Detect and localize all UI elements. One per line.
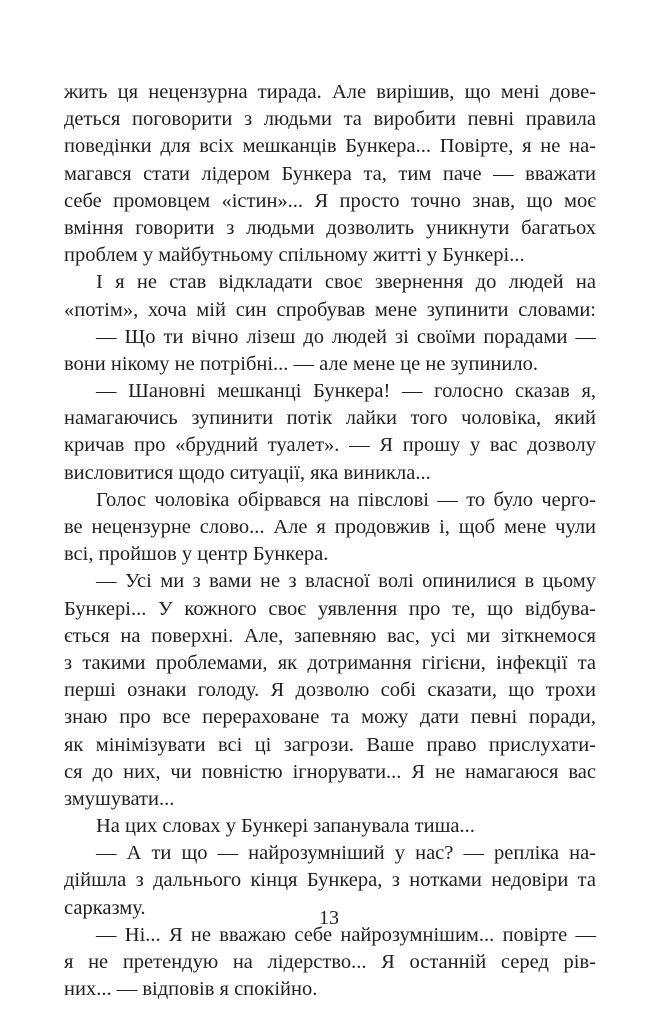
text-line: магався стати лідером Бункера та, тим паче — вважати [64,162,596,185]
text-line: дійшла з дальнього кінця Бункера, з нотками недовіри та [64,869,596,892]
text-line: ве нецензурне слово... Але я продовжив і, щоб мене чули [64,516,596,538]
text-line: всі, пройшов у центр Бункера. [64,543,329,566]
text-line: жить ця нецензурна тирада. Але вирішив, що мені дове- [64,81,596,103]
page-number: 13 [319,907,339,929]
text-line: перші ознаки голоду. Я дозволю собі сказати, що трохи [64,679,596,702]
text-line: висловитися щодо ситуації, яка виникла... [64,461,431,484]
text-line: сарказму. [64,896,146,919]
text-line: знаю про все перераховане та можу дати певні поради, [64,706,596,729]
text-line: деться поговорити з людьми та виробити певні правила [64,108,596,131]
text-line: — Ні... Я не вважаю себе найрозумнішим... повірте — [96,923,596,946]
text-line: поведінки для всіх мешканців Бункера... Повірте, я не на- [64,135,596,158]
text-line: Бункері... У кожного своє уявлення про те, що відбува- [64,597,596,620]
text-line: як мінімізувати всі ці загрози. Ваше право прислухати- [64,733,596,756]
text-line: намагаючись зупинити потік лайки того чоловіка, який [64,407,596,430]
text-line: Голос чоловіка обірвався на півслові — то було черго- [96,488,596,511]
text-line: На цих словах у Бункері запанувала тиша... [96,815,475,838]
text-line: вміння говорити з людьми дозволить уникнути багатьох [64,216,596,239]
text-line: — А ти що — найрозумніший у нас? — репліка на- [96,842,596,865]
text-line: ся до них, чи повністю ігнорувати... Я не намагаюся вас [64,760,596,783]
text-line: — Усі ми з вами не з власної волі опинилися в цьому [96,570,596,593]
text-line: вони нікому не потрібні... — але мене це не зупинило. [64,352,538,375]
text-line: проблем у майбутньому спільному житті у Бункері... [64,244,525,267]
text-line: «потім», хоча мій син спробував мене зупинити словами: [64,298,596,321]
text-line: змушувати... [64,787,175,810]
text-line: ється на поверхні. Але, запевняю вас, усі ми зіткнемося [64,624,596,647]
text-line: — Що ти вічно лізеш до людей зі своїми порадами — [96,325,596,348]
text-line: себе промовцем «істин»... Я просто точно знав, що моє [64,189,596,212]
text-line: них... — відповів я спокійно. [64,978,318,1001]
body-text [64,79,596,1003]
text-line: І я не став відкладати своє звернення до людей на [96,271,596,294]
text-line: я не претендую на лідерство... Я останній серед рів- [64,951,596,973]
text-line: з такими проблемами, як дотримання гігієни, інфекції та [64,651,596,674]
text-line: кричав про «брудний туалет». — Я прошу у вас дозволу [64,434,596,457]
text-line: — Шановні мешканці Бункера! — голосно сказав я, [96,380,596,403]
